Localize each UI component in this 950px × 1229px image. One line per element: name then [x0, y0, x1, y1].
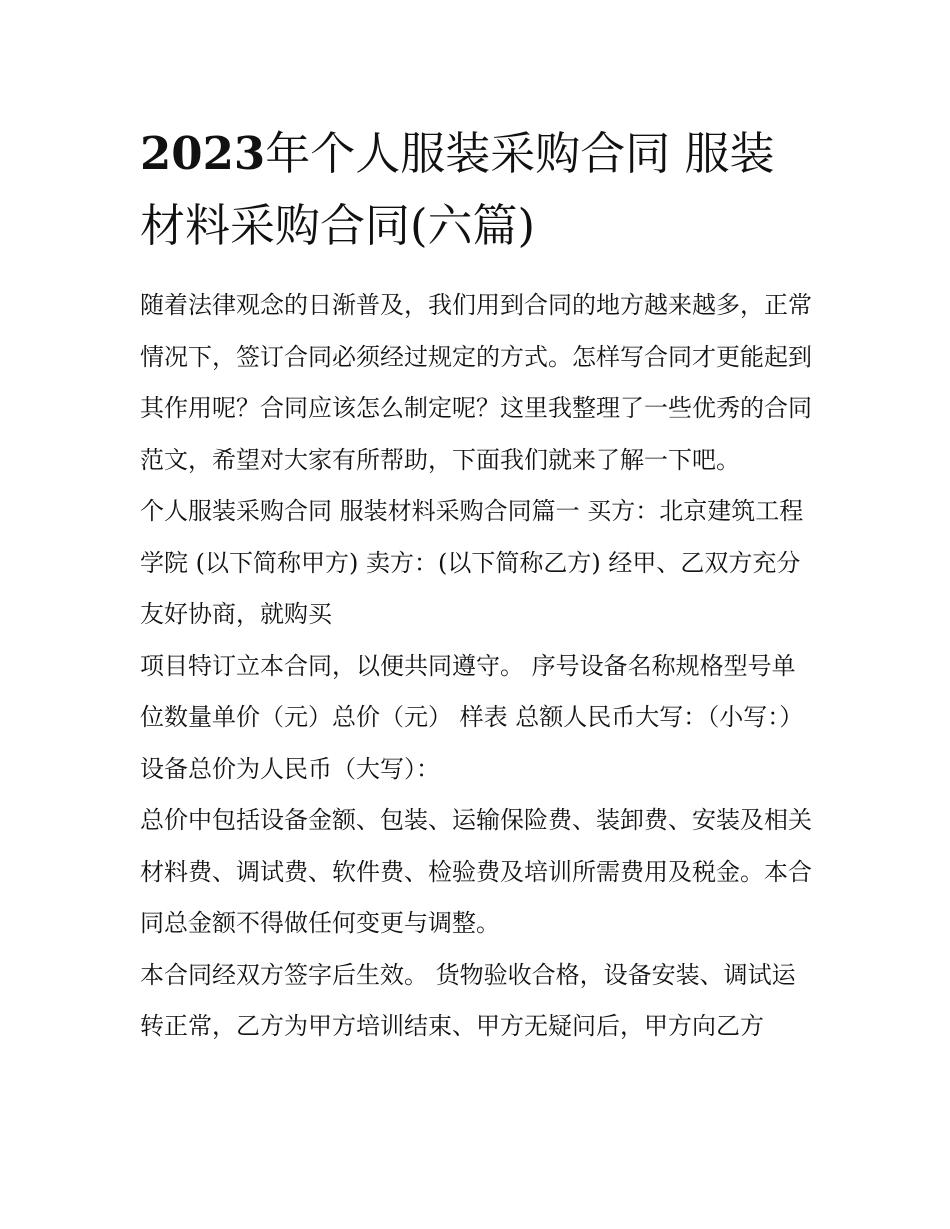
paragraph-price-terms: 总价中包括设备金额、包装、运输保险费、装卸费、安装及相关材料费、调试费、软件费、检验费及培训所需费用及税金。本合同总金额不得做任何变更与调整。	[140, 806, 812, 937]
paragraph-equipment-table: 项目特订立本合同，以便共同遵守。 序号设备名称规格型号单位数量单价（元）总价（元） 样表 总额人民币大写：（小写：） 设备总价为人民币（大写）：	[140, 651, 804, 783]
paragraph-intro: 随着法律观念的日渐普及，我们用到合同的地方越来越多，正常情况下，签订合同必须经过规定的方式。怎样写合同才更能起到其作用呢？合同应该怎么制定呢？这里我整理了一些优秀的合同范文，希望对大家有所帮助，下面我们就来了解一下吧。	[140, 291, 812, 474]
paragraph-parties: 个人服装采购合同 服装材料采购合同篇一 买方：北京建筑工程学院 (以下简称甲方) 卖方：(以下简称乙方) 经甲、乙双方充分友好协商，就购买	[140, 497, 804, 628]
document-title	[140, 118, 815, 262]
document-content	[140, 118, 815, 1053]
document-title-year: 2023	[140, 127, 266, 180]
document-title-text: 年个人服装采购合同 服装材料采购合同(六篇)	[140, 127, 775, 252]
paragraph-effective-terms: 本合同经双方签字后生效。 货物验收合格，设备安装、调试运转正常，乙方为甲方培训结束、甲方无疑问后，甲方向乙方	[140, 960, 796, 1040]
